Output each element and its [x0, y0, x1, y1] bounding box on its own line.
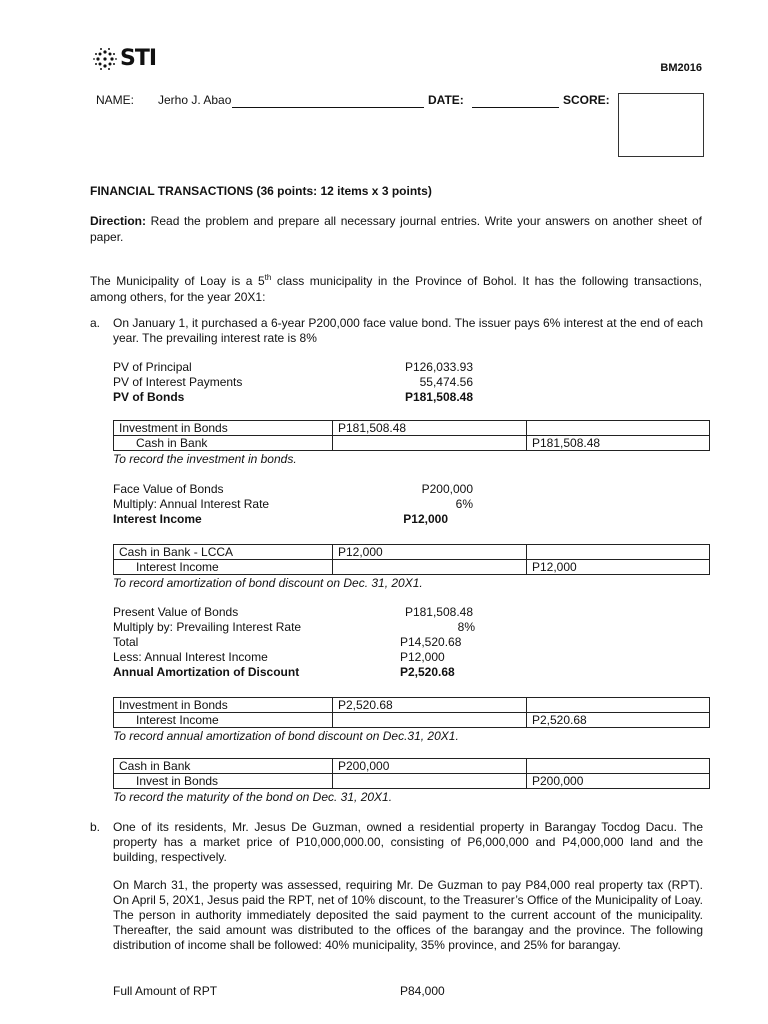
account-cell: Cash in Bank - LCCA — [114, 545, 333, 560]
debit-cell: P181,508.48 — [333, 421, 527, 436]
calc-value: 8% — [457, 620, 475, 634]
account-cell: Investment in Bonds — [114, 698, 333, 713]
intro-superscript: th — [264, 273, 272, 282]
item-a-marker: a. — [90, 316, 101, 330]
logo-text: STI — [120, 46, 157, 71]
calc-label: PV of Bonds — [113, 390, 185, 404]
calc-value: P200,000 — [421, 482, 473, 496]
calc-value: P14,520.68 — [400, 635, 462, 649]
calc-label: Annual Amortization of Discount — [113, 665, 300, 679]
journal-entry-maturity — [113, 758, 710, 789]
calc-label: Full Amount of RPT — [113, 984, 218, 998]
journal-note: To record annual amortization of bond discount on Dec.31, 20X1. — [113, 729, 459, 743]
credit-cell: P181,508.48 — [527, 436, 710, 451]
table-row — [114, 560, 710, 575]
calc-label: Total — [113, 635, 139, 649]
table-row — [114, 421, 710, 436]
account-cell: Interest Income — [114, 713, 333, 728]
table-row — [114, 698, 710, 713]
table-row — [114, 759, 710, 774]
calc-label: Multiply by: Prevailing Interest Rate — [113, 620, 302, 634]
debit-cell: P200,000 — [333, 759, 527, 774]
account-cell: Cash in Bank — [114, 436, 333, 451]
document-code: BM2016 — [660, 62, 702, 74]
account-cell: Interest Income — [114, 560, 333, 575]
intro-text-start: The Municipality of Loay is a 5 — [90, 274, 265, 288]
activity-title: FINANCIAL TRANSACTIONS (36 points: 12 items x 3 points) — [90, 184, 432, 198]
direction-text: Read the problem and prepare all necessary journal entries. Write your answers on another sheet of paper. — [90, 214, 702, 244]
calc-value: 55,474.56 — [419, 375, 473, 389]
interest-calculation — [113, 482, 493, 527]
account-cell: Cash in Bank — [114, 759, 333, 774]
table-row — [114, 774, 710, 789]
journal-entry-interest — [113, 544, 710, 575]
item-b-text-2: On March 31, the property was assessed, requiring Mr. De Guzman to pay P84,000 real property tax (RPT). On April 5, 20X1, Jesus paid the RPT, net of 10% discount, to the Treasurer’s Office of the Municipality of Loay. The person in authority immediately deposited the said payment to the current account of the municipality. Thereafter, the said amount was distributed to the offices of the barangay and the province. The following distribution of income shall be followed: 40% municipality, 35% province, and 25% for barangay. — [113, 878, 703, 952]
credit-cell — [527, 421, 710, 436]
table-row — [114, 436, 710, 451]
intro-paragraph — [90, 270, 702, 305]
calc-value: P84,000 — [400, 984, 445, 998]
credit-cell: P2,520.68 — [527, 713, 710, 728]
direction-label: Direction: — [90, 214, 147, 228]
credit-cell: P200,000 — [527, 774, 710, 789]
debit-cell: P2,520.68 — [333, 698, 527, 713]
rpt-calculation — [113, 984, 493, 999]
name-label: NAME: — [96, 93, 135, 107]
sti-logo — [92, 46, 156, 72]
calc-value: P2,520.68 — [400, 665, 455, 679]
date-field[interactable] — [472, 107, 559, 108]
journal-entry-investment — [113, 420, 710, 451]
credit-cell — [527, 545, 710, 560]
calc-label: Less: Annual Interest Income — [113, 650, 268, 664]
table-row — [114, 713, 710, 728]
pv-calculation — [113, 360, 493, 405]
calc-label: Multiply: Annual Interest Rate — [113, 497, 270, 511]
calc-value: P181,508.48 — [404, 605, 473, 619]
date-label: DATE: — [428, 93, 464, 107]
calc-label: Present Value of Bonds — [113, 605, 239, 619]
credit-cell — [527, 759, 710, 774]
debit-cell — [333, 713, 527, 728]
account-cell: Invest in Bonds — [114, 774, 333, 789]
calc-value: P12,000 — [403, 512, 448, 526]
journal-entry-amortization — [113, 697, 710, 728]
calc-value: P12,000 — [400, 650, 445, 664]
score-box[interactable] — [618, 93, 704, 157]
debit-cell — [333, 774, 527, 789]
item-b-text: One of its residents, Mr. Jesus De Guzman, owned a residential property in Barangay Tocdog Dacu. The property has a market price of P10,000,000.00, consisting of P6,000,000 and P4,000,000 land and the building, respectively. — [113, 820, 703, 864]
journal-note: To record the maturity of the bond on Dec. 31, 20X1. — [113, 790, 393, 804]
debit-cell: P12,000 — [333, 545, 527, 560]
amortization-calculation — [113, 605, 493, 680]
item-b-marker: b. — [90, 820, 101, 834]
score-label: SCORE: — [563, 93, 610, 107]
debit-cell — [333, 436, 527, 451]
journal-note: To record amortization of bond discount on Dec. 31, 20X1. — [113, 576, 423, 590]
calc-label: Interest Income — [113, 512, 202, 526]
table-row — [114, 545, 710, 560]
calc-label: Face Value of Bonds — [113, 482, 224, 496]
direction-paragraph — [90, 213, 702, 245]
journal-note: To record the investment in bonds. — [113, 452, 297, 466]
calc-value: P126,033.93 — [404, 360, 473, 374]
item-a-text: On January 1, it purchased a 6-year P200,000 face value bond. The issuer pays 6% interest at the end of each year. The prevailing interest rate is 8% — [113, 316, 703, 345]
credit-cell: P12,000 — [527, 560, 710, 575]
intro-text-end: class municipality in the Province of Bohol. It has the following transactions, among others, for the year 20X1: — [90, 274, 703, 304]
calc-value: P181,508.48 — [404, 390, 473, 404]
calc-value: 6% — [455, 497, 473, 511]
calc-label: PV of Interest Payments — [113, 375, 243, 389]
name-value[interactable]: Jerho J. Abao — [158, 93, 232, 107]
name-underline — [232, 107, 424, 108]
account-cell: Investment in Bonds — [114, 421, 333, 436]
credit-cell — [527, 698, 710, 713]
debit-cell — [333, 560, 527, 575]
sti-globe-icon — [92, 46, 118, 72]
calc-label: PV of Principal — [113, 360, 192, 374]
